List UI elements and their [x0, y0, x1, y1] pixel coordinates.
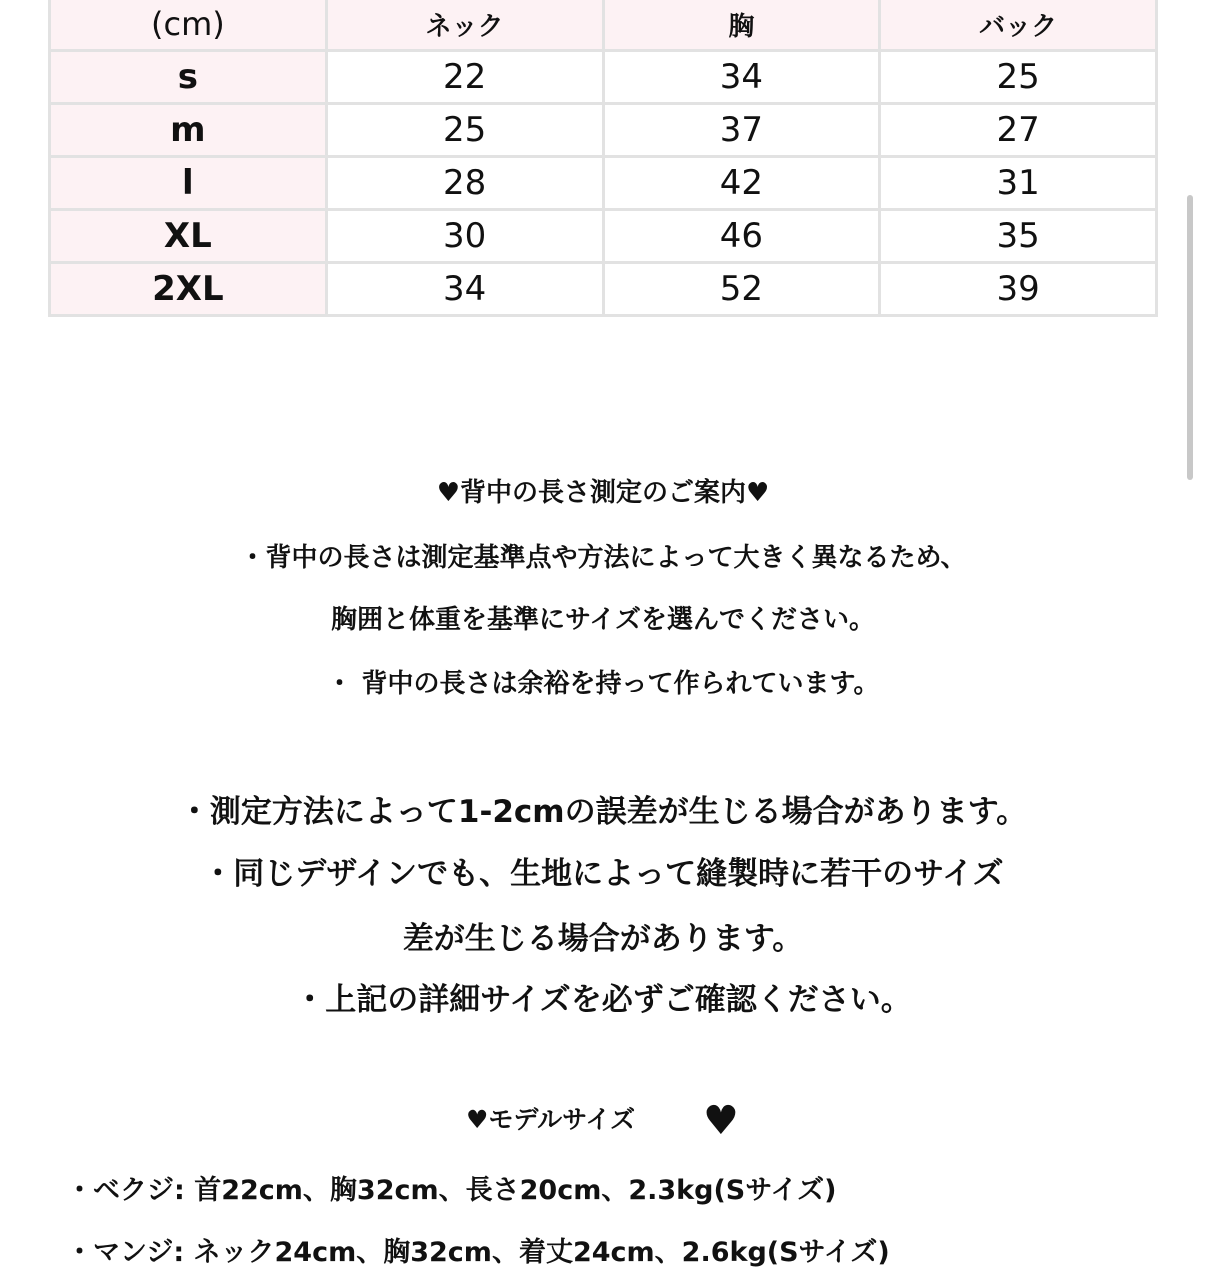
neck-value: 34 — [326, 263, 603, 316]
guide-line: ・ 背中の長さは余裕を持って作られています。 — [326, 669, 880, 699]
size-label: 2XL — [50, 263, 327, 316]
table-row — [50, 104, 1157, 157]
back-value: 31 — [880, 157, 1157, 210]
back-value: 27 — [880, 104, 1157, 157]
guide-line: 胸囲と体重を基準にサイズを選んでください。 — [331, 605, 875, 635]
note-line: ・上記の詳細サイズを必ずご確認ください。 — [294, 982, 912, 1018]
neck-value: 30 — [326, 210, 603, 263]
chest-value: 52 — [603, 263, 880, 316]
guide-line: ・背中の長さは測定基準点や方法によって大きく異なるため、 — [239, 543, 967, 573]
chest-value: 34 — [603, 51, 880, 104]
size-label: m — [50, 104, 327, 157]
note-line: ・測定方法によって1-2cmの誤差が生じる場合があります。 — [178, 794, 1028, 830]
header-chest: 胸 — [603, 0, 880, 51]
header-unit: (cm) — [50, 0, 327, 51]
back-value: 25 — [880, 51, 1157, 104]
header-neck: ネック — [326, 0, 603, 51]
table-header-row — [50, 0, 1157, 51]
note-line: ・同じデザインでも、生地によって縫製時に若干のサイズ — [202, 856, 1004, 892]
size-label: XL — [50, 210, 327, 263]
back-value: 35 — [880, 210, 1157, 263]
back-length-guide-title: ♥背中の長さ測定のご案内♥ — [436, 478, 770, 508]
table-row — [50, 157, 1157, 210]
neck-value: 28 — [326, 157, 603, 210]
model-item: ・ベクジ: 首22cm、胸32cm、長さ20cm、2.3kg(Sサイズ) — [66, 1175, 837, 1206]
model-item: ・マンジ: ネック24cm、胸32cm、着丈24cm、2.6kg(Sサイズ) — [66, 1237, 890, 1268]
size-table — [48, 0, 1158, 317]
chest-value: 42 — [603, 157, 880, 210]
table-row — [50, 210, 1157, 263]
neck-value: 22 — [326, 51, 603, 104]
table-row — [50, 263, 1157, 316]
table-row — [50, 51, 1157, 104]
size-label: l — [50, 157, 327, 210]
neck-value: 25 — [326, 104, 603, 157]
heart-icon: ♥ — [703, 1098, 739, 1144]
model-size-title: ♥モデルサイズ — [466, 1105, 636, 1134]
chest-value: 46 — [603, 210, 880, 263]
chest-value: 37 — [603, 104, 880, 157]
scrollbar[interactable] — [1187, 195, 1193, 480]
header-back: バック — [880, 0, 1157, 51]
back-value: 39 — [880, 263, 1157, 316]
note-line: 差が生じる場合があります。 — [402, 921, 804, 957]
size-label: s — [50, 51, 327, 104]
